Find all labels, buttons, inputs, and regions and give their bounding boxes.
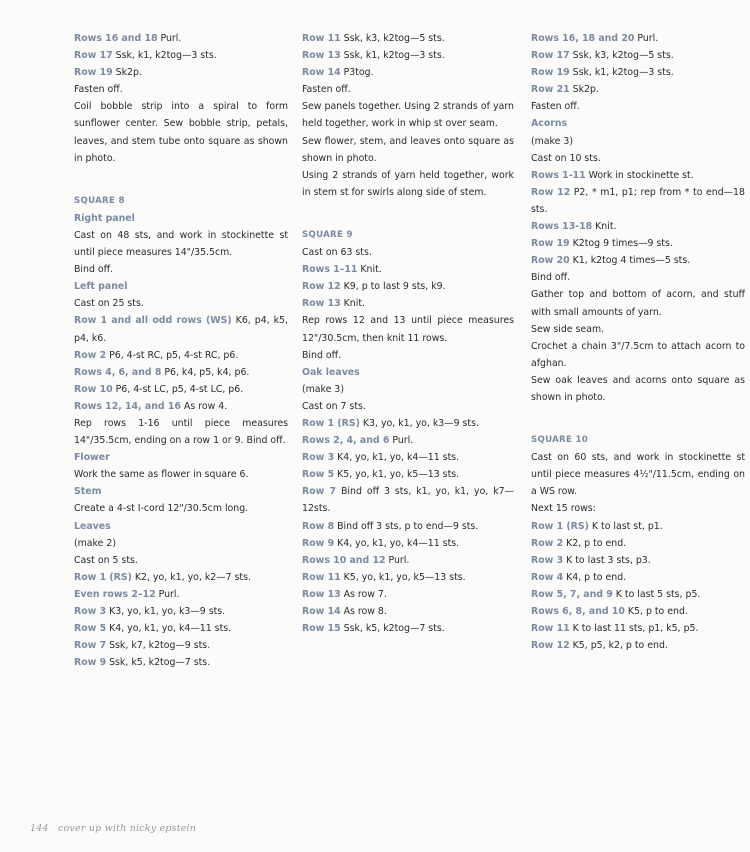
instruction-line: Row 5 K5, yo, k1, yo, k5—13 sts. <box>302 469 460 481</box>
instruction-line: Row 7 Bind off 3 sts, k1, yo, k1, yo, k7—12sts. <box>302 486 514 515</box>
fasten-off-text: Fasten off. <box>74 84 123 96</box>
instruction-line: Row 3 K4, yo, k1, yo, k4—11 sts. <box>302 452 460 464</box>
instruction-line: Rows 13-18 Knit. <box>531 221 617 233</box>
instruction-line: Rows 10 and 12 Purl. <box>302 554 410 566</box>
instruction-line: Rows 1-11 Work in stockinette st. <box>531 169 694 181</box>
instruction-line: Row 1 (RS) K2, yo, k1, yo, k2—7 sts. <box>74 571 251 583</box>
cast-on-text: Cast on 60 sts, and work in stockinette st until piece measures 4½"/11.5cm, ending on a WS row. <box>531 452 745 498</box>
square-10-heading: SQUARE 10 <box>531 435 588 446</box>
right-panel-text: Cast on 48 sts, and work in stockinette st until piece measures 14"/35.5cm. <box>74 229 288 259</box>
instruction-line: Row 10 P6, 4-st LC, p5, 4-st LC, p6. <box>74 383 244 395</box>
stem-st-text: Using 2 strands of yarn held together, work in stem st for swirls along side of stem. <box>302 169 514 198</box>
instruction-line: Row 14 As row 8. <box>302 606 387 617</box>
instruction-line: Row 9 K4, yo, k1, yo, k4—11 sts. <box>302 537 460 549</box>
instruction-line: Rows 12, 14, and 16 As row 4. <box>74 400 228 412</box>
cast-on-text: Cast on 7 sts. <box>302 400 366 412</box>
left-panel-heading: Left panel <box>74 281 128 293</box>
instruction-line: Rows 4, 6, and 8 P6, k4, p5, k4, p6. <box>74 366 250 378</box>
instruction-line: Row 8 Bind off 3 sts, p to end—9 sts. <box>302 520 479 532</box>
fasten-off-text: Fasten off. <box>302 84 351 96</box>
instruction-line: Row 11 Ssk, k3, k2tog—5 sts. <box>302 33 445 44</box>
bind-off-text: Bind off. <box>531 272 571 284</box>
sew-side-text: Sew side seam. <box>531 323 605 335</box>
cast-on-text: Cast on 5 sts. <box>74 554 138 566</box>
instruction-line: Row 3 K to last 3 sts, p3. <box>531 554 651 566</box>
cast-on-text: Cast on 10 sts. <box>531 152 601 164</box>
instruction-line: Row 1 and all odd rows (WS) K6, p4, k5, p4, k6. <box>74 315 288 344</box>
make-count: (make 3) <box>302 383 344 395</box>
column-1 <box>74 30 288 671</box>
flower-text: Work the same as flower in square 6. <box>74 469 249 481</box>
instruction-line: Row 12 K9, p to last 9 sts, k9. <box>302 281 446 293</box>
flower-heading: Flower <box>74 452 110 464</box>
instruction-line: Rows 16, 18 and 20 Purl. <box>531 33 659 44</box>
instruction-line: Row 5 K4, yo, k1, yo, k4—11 sts. <box>74 623 232 635</box>
instruction-line: Row 13 As row 7. <box>302 588 387 600</box>
instruction-line: Row 7 Ssk, k7, k2tog—9 sts. <box>74 640 211 652</box>
acorns-heading: Acorns <box>531 118 568 130</box>
right-panel-heading: Right panel <box>74 212 135 224</box>
instruction-line: Rows 1–11 Knit. <box>302 264 382 276</box>
make-count: (make 3) <box>531 135 573 147</box>
leaves-heading: Leaves <box>74 520 111 532</box>
instruction-line: Row 5, 7, and 9 K to last 5 sts, p5. <box>531 588 701 600</box>
instruction-line: Row 19 Sk2p. <box>74 67 142 79</box>
instruction-line: Row 17 Ssk, k3, k2tog—5 sts. <box>531 50 674 62</box>
instruction-line: Row 2 K2, p to end. <box>531 537 627 549</box>
instruction-line: Even rows 2–12 Purl. <box>74 588 180 600</box>
spacer <box>302 201 514 227</box>
instruction-line: Row 13 Ssk, k1, k2tog—3 sts. <box>302 50 445 62</box>
crochet-text: Crochet a chain 3"/7.5cm to attach acorn to afghan. <box>531 340 745 369</box>
instruction-line: Rows 16 and 18 Purl. <box>74 33 182 44</box>
instruction-line: Row 21 Sk2p. <box>531 84 599 96</box>
instruction-line: Row 20 K1, k2tog 4 times—5 sts. <box>531 255 691 267</box>
book-title: cover up with nicky epstein <box>57 823 197 834</box>
column-3 <box>531 30 745 654</box>
instruction-line: Row 2 P6, 4-st RC, p5, 4-st RC, p6. <box>74 349 239 361</box>
instruction-line: Row 15 Ssk, k5, k2tog—7 sts. <box>302 623 445 635</box>
sew-flower-text: Sew flower, stem, and leaves onto square as shown in photo. <box>302 135 514 164</box>
instruction-line: Row 19 K2tog 9 times—9 sts. <box>531 238 673 250</box>
repeat-text: Rep rows 12 and 13 until piece measures 12"/30.5cm, then knit 11 rows. <box>302 315 514 344</box>
oak-leaves-heading: Oak leaves <box>302 366 360 378</box>
instruction-line: Row 9 Ssk, k5, k2tog—7 sts. <box>74 657 211 669</box>
repeat-text: Rep rows 1-16 until piece measures 14"/35.5cm, ending on a row 1 or 9. Bind off. <box>74 417 288 447</box>
gather-text: Gather top and bottom of acorn, and stuff with small amounts of yarn. <box>531 289 745 318</box>
sew-panels-text: Sew panels together. Using 2 strands of yarn held together, work in whip st over seam. <box>302 101 514 130</box>
instruction-line: Rows 2, 4, and 6 Purl. <box>302 435 414 447</box>
instruction-line: Rows 6, 8, and 10 K5, p to end. <box>531 606 688 617</box>
page-number: 144 <box>30 823 49 834</box>
stem-text: Create a 4-st I-cord 12"/30.5cm long. <box>74 503 249 515</box>
instruction-line: Row 17 Ssk, k1, k2tog—3 sts. <box>74 50 217 62</box>
instruction-line: Row 1 (RS) K3, yo, k1, yo, k3—9 sts. <box>302 417 479 429</box>
next-rows-text: Next 15 rows: <box>531 503 596 515</box>
square-8-heading: SQUARE 8 <box>74 195 125 206</box>
coil-instruction: Coil bobble strip into a spiral to form sunflower center. Sew bobble strip, petals, leaves, and stem tube onto square as shown in photo. <box>74 101 288 164</box>
column-2 <box>302 30 514 637</box>
cast-on-text: Cast on 63 sts. <box>302 247 372 259</box>
instruction-line: Row 11 K to last 11 sts, p1, k5, p5. <box>531 623 699 635</box>
bind-off-text: Bind off. <box>74 264 114 276</box>
instruction-line: Row 11 K5, yo, k1, yo, k5—13 sts. <box>302 571 466 583</box>
sew-oak-text: Sew oak leaves and acorns onto square as shown in photo. <box>531 374 745 403</box>
stem-heading: Stem <box>74 486 102 498</box>
spacer <box>531 406 745 432</box>
instruction-line: Row 12 K5, p5, k2, p to end. <box>531 640 668 652</box>
spacer <box>74 167 288 193</box>
instruction-line: Row 12 P2, * m1, p1; rep from * to end—18 sts. <box>531 186 745 215</box>
instruction-line: Row 3 K3, yo, k1, yo, k3—9 sts. <box>74 606 226 617</box>
instruction-line: Row 14 P3tog. <box>302 67 374 79</box>
square-9-heading: SQUARE 9 <box>302 229 353 240</box>
cast-on-text: Cast on 25 sts. <box>74 298 144 310</box>
fasten-off-text: Fasten off. <box>531 101 580 113</box>
instruction-line: Row 19 Ssk, k1, k2tog—3 sts. <box>531 67 674 79</box>
instruction-line: Row 1 (RS) K to last st, p1. <box>531 520 663 532</box>
bind-off-text: Bind off. <box>302 349 342 361</box>
instruction-line: Row 13 Knit. <box>302 298 365 310</box>
page-footer <box>30 823 196 834</box>
make-count: (make 2) <box>74 537 116 549</box>
instruction-line: Row 4 K4, p to end. <box>531 571 627 583</box>
